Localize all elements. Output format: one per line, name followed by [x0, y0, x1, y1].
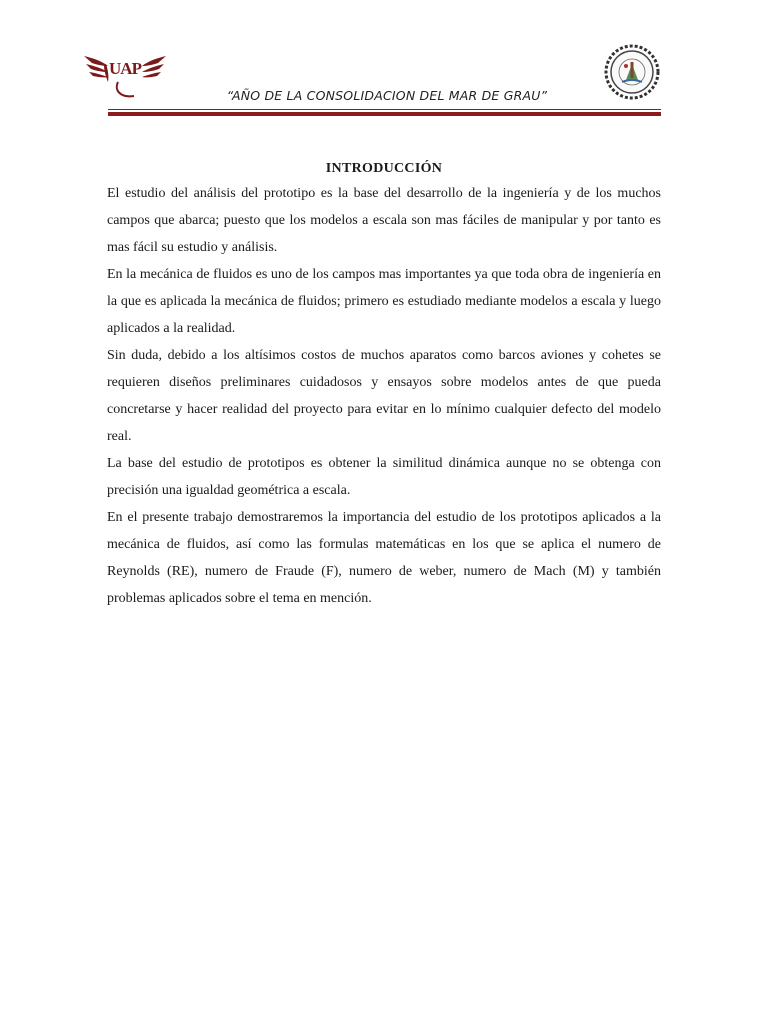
uap-logo-text: UAP — [109, 59, 141, 78]
section-title: INTRODUCCIÓN — [325, 161, 443, 176]
paragraph: La base del estudio de prototipos es obtener la similitud dinámica aunque no se obtenga con precisión una igualdad geométrica a escala. — [107, 456, 661, 498]
faculty-seal-icon — [604, 44, 660, 100]
header-rule-thick — [108, 112, 661, 116]
uap-logo — [82, 44, 168, 100]
document-body — [107, 158, 661, 612]
paragraph: Sin duda, debido a los altísimos costos de muchos aparatos como barcos aviones y cohetes se requieren diseños preliminares cuidadosos y ensayos sobre modelos antes de que pueda concretarse y hacer realidad del proyecto para evitar en lo mínimo cualquier defecto del modelo real. — [107, 348, 661, 444]
header-rule-thin — [108, 109, 661, 110]
paragraph: En la mecánica de fluidos es uno de los campos mas importantes ya que toda obra de ingeniería en la que es aplicada la mecánica de fluidos; primero es estudiado mediante modelos a escala y luego aplicados a la realidad. — [107, 267, 661, 336]
page-header — [0, 0, 768, 125]
header-motto: “AÑO DE LA CONSOLIDACION DEL MAR DE GRAU” — [226, 88, 548, 103]
paragraph: En el presente trabajo demostraremos la importancia del estudio de los prototipos aplicados a la mecánica de fluidos, así como las formulas matemáticas en los que se aplica el numero de Reynolds (RE), numero de Fraude (F), numero de weber, numero de Mach (M) y también problemas aplicados sobre el tema en mención. — [107, 510, 661, 606]
paragraph: El estudio del análisis del prototipo es la base del desarrollo de la ingeniería y de los muchos campos que abarca; puesto que los modelos a escala son mas fáciles de manipular y por tanto es mas fácil su estudio y análisis. — [107, 186, 661, 255]
